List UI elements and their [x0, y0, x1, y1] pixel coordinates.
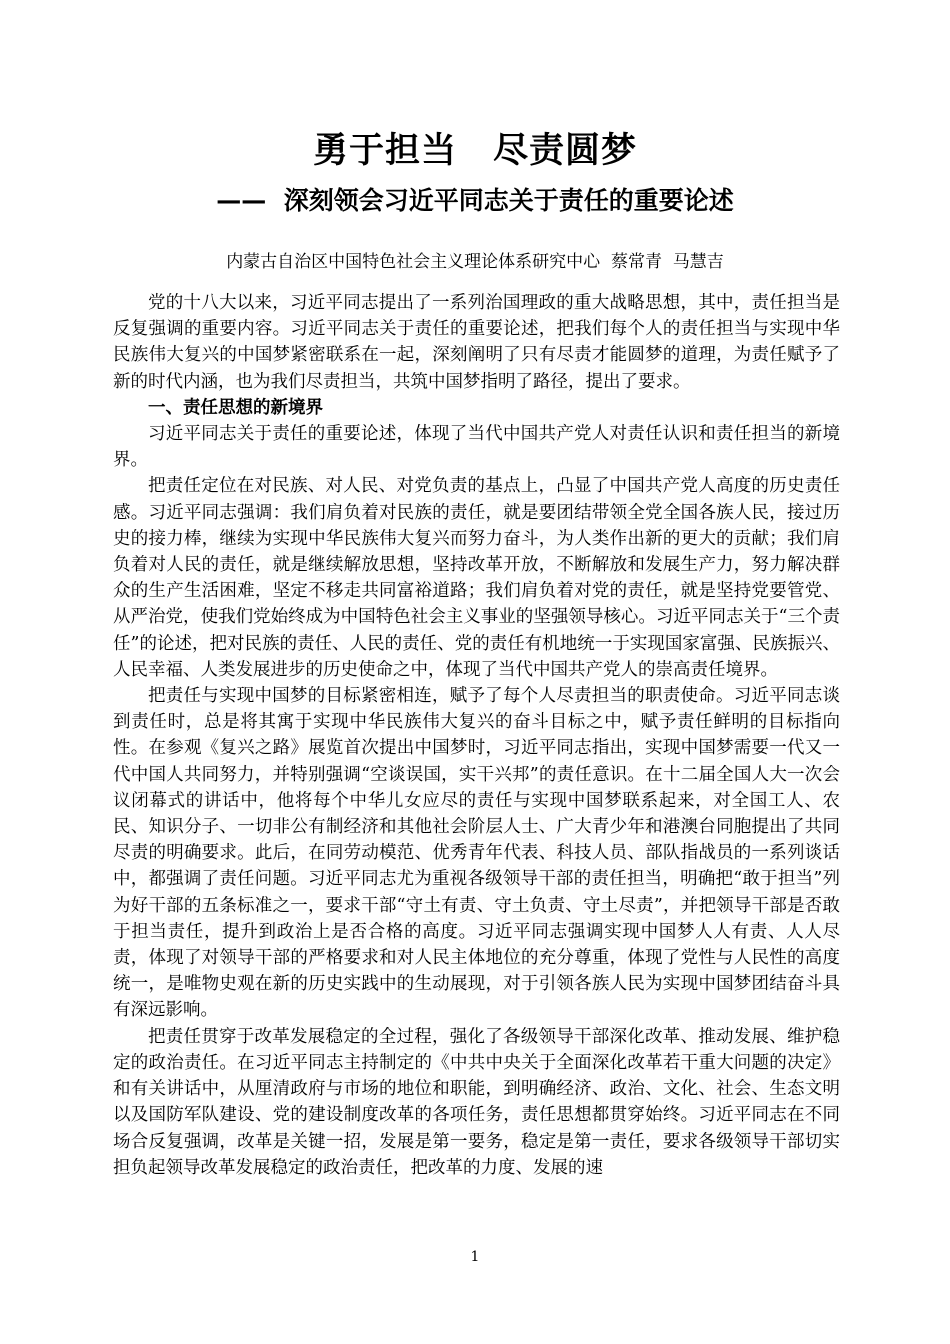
body-paragraph: 习近平同志关于责任的重要论述，体现了当代中国共产党人对责任认识和责任担当的新境界。 — [113, 424, 840, 471]
document-body — [113, 290, 840, 1181]
body-paragraph: 把责任与实现中国梦的目标紧密相连，赋予了每个人尽责担当的职责使命。习近平同志谈到责任时，总是将其寓于实现中华民族伟大复兴的奋斗目标之中，赋予责任鲜明的目标指向性。在参观《复兴之路》展览首次提出中国梦时，习近平同志指出，实现中国梦需要一代又一代中国人共同努力，并特别强调“空谈误国，实干兴邦”的责任意识。在十二届全国人大一次会议闭幕式的讲话中，他将每个中华儿女应尽的责任与实现中国梦联系起来，对全国工人、农民、知识分子、一切非公有制经济和其他社会阶层人士、广大青少年和港澳台同胞提出了共同尽责的明确要求。此后，在同劳动模范、优秀青年代表、科技人员、部队指战员的一系列谈话中，都强调了责任问题。习近平同志尤为重视各级领导干部的责任担当，明确把“敢于担当”列为好干部的五条标准之一，要求干部“守土有责、守土负责、守土尽责”，并把领导干部是否敢于担当责任，提升到政治上是否合格的高度。习近平同志强调实现中国梦人人有责、人人尽责，体现了对领导干部的严格要求和对人民主体地位的充分尊重，体现了党性与人民性的高度统一，是唯物史观在新的历史实践中的生动展现，对于引领各族人民为实现中国梦团结奋斗具有深远影响。 — [113, 686, 840, 1021]
intro-paragraph: 党的十八大以来，习近平同志提出了一系列治国理政的重大战略思想，其中，责任担当是反复强调的重要内容。习近平同志关于责任的重要论述，把我们每个人的责任担当与实现中华民族伟大复兴的中国梦紧密联系在一起，深刻阐明了只有尽责才能圆梦的道理，为责任赋予了新的时代内涵，也为我们尽责担当，共筑中国梦指明了路径，提出了要求。 — [113, 293, 840, 392]
page-number: 1 — [470, 1249, 480, 1265]
body-paragraph: 把责任贯穿于改革发展稳定的全过程，强化了各级领导干部深化改革、推动发展、维护稳定的政治责任。在习近平同志主持制定的《中共中央关于全面深化改革若干重大问题的决定》和有关讲话中，从厘清政府与市场的地位和职能，到明确经济、政治、文化、社会、生态文明以及国防军队建设、党的建设制度改革的各项任务，责任思想都贯穿始终。习近平同志在不同场合反复强调，改革是关键一招，发展是第一要务，稳定是第一责任，要求各级领导干部切实担负起领导改革发展稳定的政治责任，把改革的力度、发展的速 — [113, 1026, 840, 1178]
body-paragraph: 把责任定位在对民族、对人民、对党负责的基点上，凸显了中国共产党人高度的历史责任感。习近平同志强调：我们肩负着对民族的责任，就是要团结带领全党全国各族人民，接过历史的接力棒，继续为实现中华民族伟大复兴而努力奋斗，为人类作出新的更大的贡献；我们肩负着对人民的责任，就是继续解放思想，坚持改革开放，不断解放和发展生产力，努力解决群众的生产生活困难，坚定不移走共同富裕道路；我们肩负着对党的责任，就是坚持党要管党、从严治党，使我们党始终成为中国特色社会主义事业的坚强领导核心。习近平同志关于“三个责任”的论述，把对民族的责任、人民的责任、党的责任有机地统一于实现国家富强、民族振兴、人民幸福、人类发展进步的历史使命之中，体现了当代中国共产党人的崇高责任境界。 — [113, 476, 840, 680]
section-heading: 一、责任思想的新境界 — [148, 397, 323, 418]
document-title: 勇于担当 尽责圆梦 — [312, 131, 637, 171]
document-subtitle: —— 深刻领会习近平同志关于责任的重要论述 — [216, 186, 734, 215]
author-line: 内蒙古自治区中国特色社会主义理论体系研究中心 蔡常青 马慧吉 — [226, 252, 724, 272]
